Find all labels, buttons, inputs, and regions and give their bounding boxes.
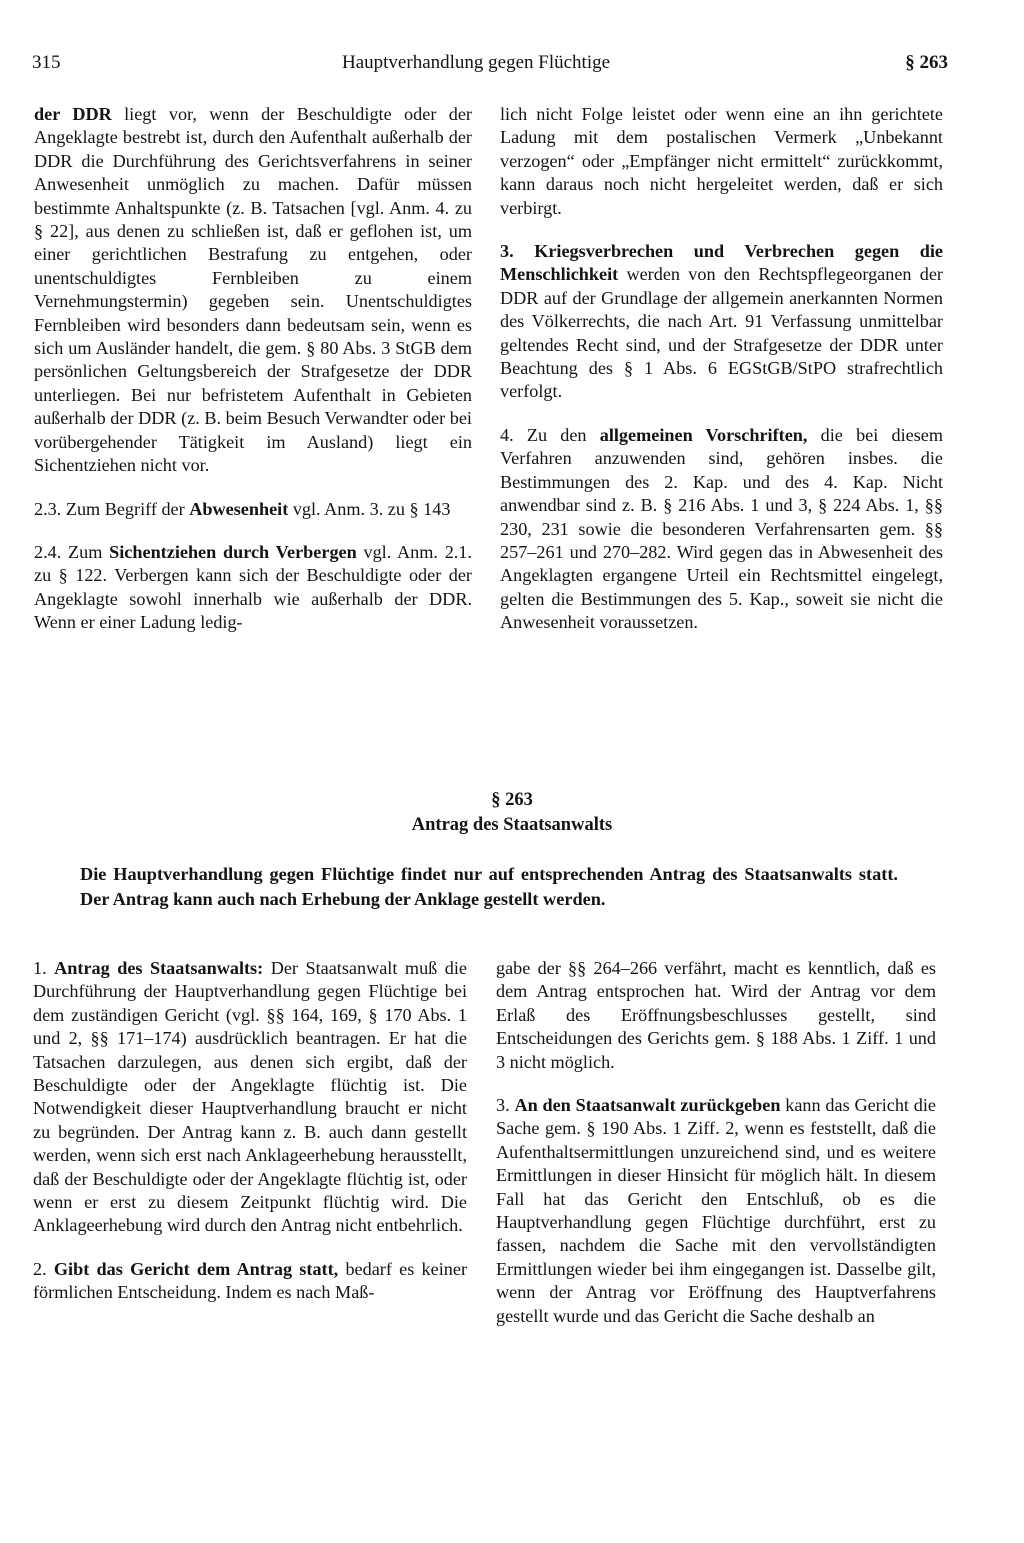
- paragraph-text: gabe der §§ 264–266 verfährt, macht es kenntlich, daß es dem Antrag entsprochen hat. Wird der Antrag vor dem Erlaß des Eröffnungsbeschlusses gestellt, sind Entscheidungen des Gerichts gem. § 188 Abs. 1 Ziff. 1 und 3 nicht möglich.: [496, 958, 936, 1072]
- bold-term: Gibt das Gericht dem Antrag statt,: [53, 1258, 339, 1279]
- bottom-right-column: [496, 957, 936, 1348]
- section-title: Antrag des Staatsanwalts: [411, 815, 613, 835]
- paragraph: [33, 1258, 467, 1305]
- page-header: [32, 52, 948, 82]
- paragraph: [500, 424, 943, 635]
- bold-term: An den Staatsanwalt zurückgeben: [514, 1095, 781, 1116]
- paragraph: [496, 957, 936, 1074]
- paragraph-number: 1.: [33, 958, 47, 978]
- statute-text: Die Hauptverhandlung gegen Flüchtige findet nur auf entsprechenden Antrag des Staatsanwalts statt. Der Antrag kann auch nach Erhebung der Anklage gestellt werden.: [80, 864, 898, 909]
- paragraph: [500, 240, 943, 404]
- paragraph: [34, 498, 472, 521]
- bold-term: allgemeinen Vorschriften,: [599, 424, 808, 445]
- paragraph-text-pre: Zum Begriff der: [61, 498, 190, 519]
- paragraph-number: 2.3.: [34, 498, 62, 519]
- paragraph-number: 2.: [33, 1258, 47, 1279]
- top-right-column: [500, 103, 943, 655]
- bold-term: Kriegsverbrechen und Verbrechen gegen die Menschlichkeit: [500, 241, 944, 285]
- paragraph-text: werden von den Rechtspflegeorganen der DDR auf der Grundlage der allgemein anerkannten Normen des Völkerrechts, die nach Art. 91 Verfassung unmittelbar geltendes Recht sind, und der Strafgesetze der DDR unter Beachtung des § 1 Abs. 6 EGStGB/StPO strafrechtlich verfolgt.: [500, 264, 943, 402]
- paragraph-text: vgl. Anm. 2.1. zu § 122. Verbergen kann sich der Beschuldigte oder der Angeklagte sowohl innerhalb wie außerhalb der DDR. Wenn er einer Ladung ledig-: [34, 541, 472, 633]
- paragraph-number: 4.: [500, 424, 514, 445]
- paragraph-text-pre: Zu den: [513, 424, 600, 445]
- bold-lead: der DDR: [34, 104, 112, 124]
- paragraph-text: bedarf es keiner förmlichen Entscheidung. Indem es nach Maß-: [33, 1258, 467, 1303]
- paragraph: [496, 1094, 936, 1328]
- page-number: 315: [32, 52, 61, 73]
- paragraph: [34, 103, 472, 478]
- paragraph-number: 2.4.: [34, 541, 62, 562]
- paragraph: [500, 103, 943, 220]
- paragraph-text: die bei diesem Verfahren anzuwenden sind, gehören insbes. die Bestimmungen des 2. Kap. und des 4. Kap. Nicht anwendbar sind z. B. § 216 Abs. 1 und 3, § 224 Abs. 1, §§ 230, 231 sowie die besonderen Verfahrensarten gem. §§ 257–261 und 270–282. Wird gegen das in Abwesenheit des Angeklagten ergangene Urteil ein Rechtsmittel eingelegt, gelten die Bestimmungen des 5. Kap., soweit sie nicht die Anwesenheit voraussetzen.: [500, 424, 944, 633]
- bold-term: Sichentziehen durch Verbergen: [109, 541, 357, 562]
- bold-term: Abwesenheit: [189, 498, 289, 519]
- paragraph: [33, 957, 467, 1238]
- top-left-column: [34, 103, 472, 655]
- paragraph-text: vgl. Anm. 3. zu § 143: [288, 498, 451, 519]
- paragraph-number: 3.: [496, 1095, 510, 1116]
- paragraph: [34, 541, 472, 635]
- paragraph-text: kann das Gericht die Sache gem. § 190 Abs. 1 Ziff. 2, wenn es feststellt, daß die Aufenthaltsermittlungen unzureichend sind, und es weitere Ermittlungen in dieser Hinsicht für möglich hält. In diesem Fall hat das Gericht den Entschluß, ob es die Hauptverhandlung gegen Flüchtige durchführt, erst zu fassen, nachdem die Sache mit den vervollständigten Ermittlungen wieder bei ihm eingegangen ist. Dasselbe gilt, wenn der Antrag vor Eröffnung des Hauptverfahrens gestellt wurde und das Gericht die Sache deshalb an: [496, 1095, 936, 1326]
- section-number: § 263: [491, 790, 533, 810]
- paragraph-text-pre: [47, 1259, 54, 1279]
- paragraph-text: lich nicht Folge leistet oder wenn eine an ihn gerichtete Ladung mit dem postalischen Vermerk „Unbekannt verzogen“ oder „Empfänger nicht ermittelt“ zurückkommt, kann daraus noch nicht hergeleitet werden, daß er sich verbirgt.: [500, 104, 943, 218]
- header-section-number: § 263: [905, 52, 948, 73]
- bold-term: Antrag des Staatsanwalts:: [54, 958, 264, 978]
- paragraph-text-pre: Zum: [61, 541, 110, 562]
- paragraph-text-pre: [514, 241, 535, 261]
- paragraph-number: 3.: [500, 241, 514, 262]
- bottom-left-column: [33, 957, 467, 1325]
- running-title: Hauptverhandlung gegen Flüchtige: [342, 52, 611, 73]
- paragraph-text: liegt vor, wenn der Beschuldigte oder der Angeklagte bestrebt ist, durch den Aufenthalt außerhalb der DDR die Durchführung des Gerichtsverfahrens in seiner Anwesenheit unmöglich zu machen. Dafür müssen bestimmte Anhaltspunkte (z. B. Tatsachen [vgl. Anm. 4. zu § 22], aus denen zu schließen ist, daß er geflohen ist, um einer gerichtlichen Bestrafung zu entgehen, oder unentschuldigtes Fernbleiben zu einem Vernehmungstermin) gegeben sein. Unentschuldigtes Fernbleiben wird besonders dann bedeutsam sein, wenn es sich um Ausländer handelt, die gem. § 80 Abs. 3 StGB dem persönlichen Geltungsbereich der Strafgesetze der DDR unterliegen. Bei nur befristetem Aufenthalt in Gebieten außerhalb der DDR (z. B. beim Besuch Verwandter oder bei vorübergehender Tätigkeit im Ausland) liegt ein Sichentziehen nicht vor.: [34, 104, 472, 476]
- paragraph-text: Der Staatsanwalt muß die Durchführung der Hauptverhandlung gegen Flüchtige bei dem zuständigen Gericht (vgl. §§ 164, 169, § 170 Abs. 1 und 2, §§ 171–174) ausdrücklich beantragen. Er hat die Tatsachen darzulegen, aus denen sich ergibt, daß der Beschuldigte oder der Angeklagte flüchtig ist. Die Notwendigkeit dieser Hauptverhandlung braucht er nicht zu begründen. Der Antrag kann z. B. auch dann gestellt werden, wenn sich erst nach Anklageerhebung herausstellt, daß der Beschuldigte oder der Angeklagte flüchtig ist, oder wenn er erst zu diesem Zeitpunkt flüchtig wird. Die Anklageerhebung wird durch den Antrag nicht entbehrlich.: [33, 958, 467, 1236]
